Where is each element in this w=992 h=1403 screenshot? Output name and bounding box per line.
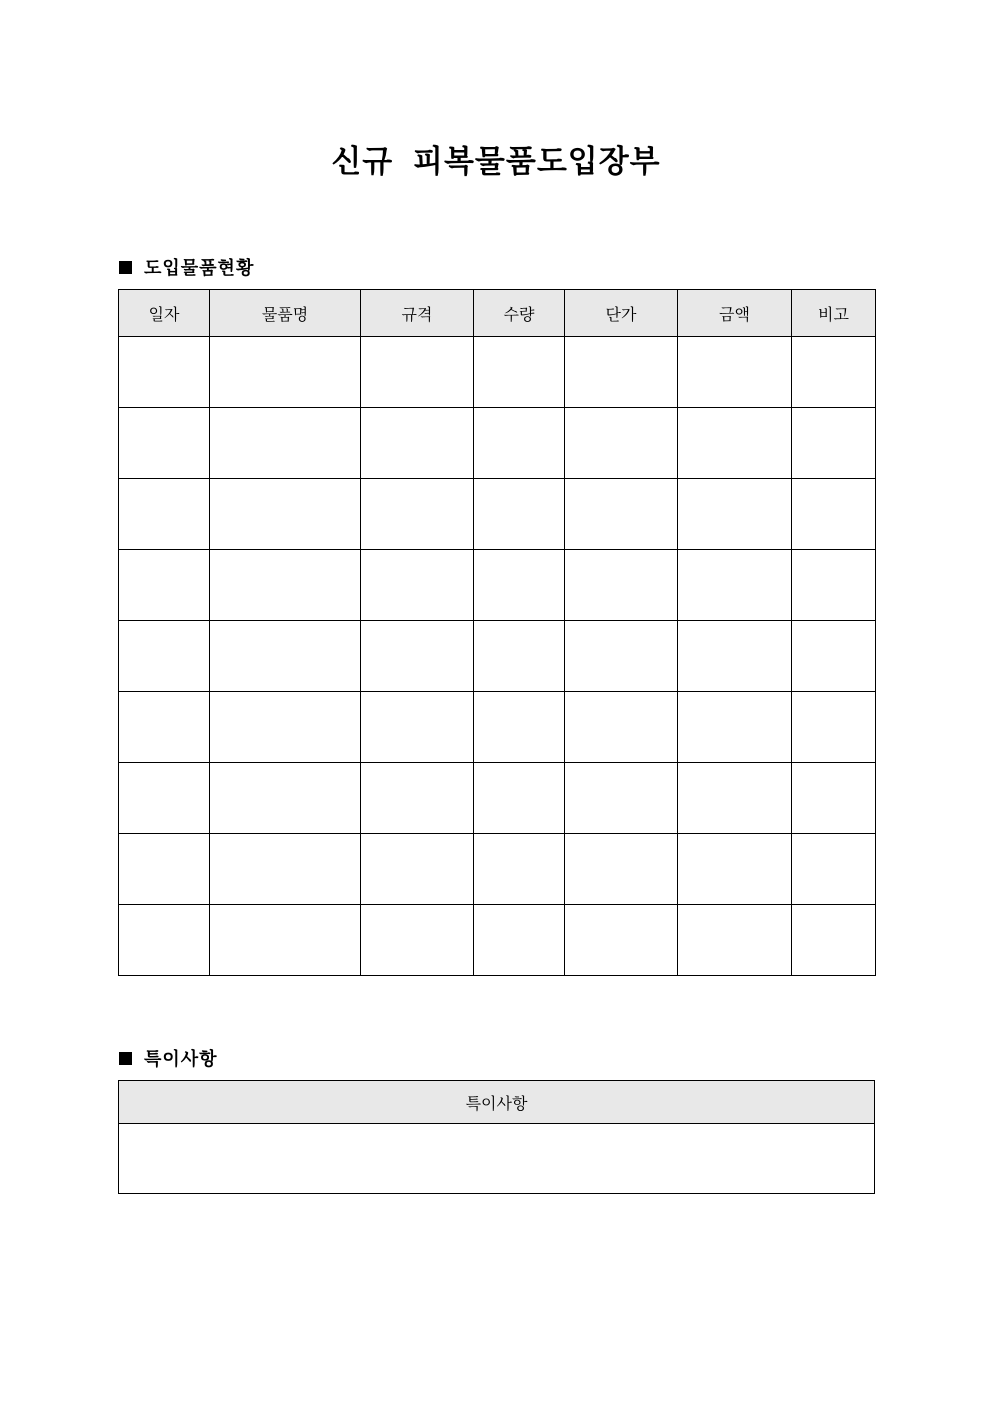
table-cell-spec[interactable] — [361, 479, 474, 550]
table-cell-item-name[interactable] — [210, 692, 361, 763]
inventory-table — [118, 289, 876, 976]
table-cell-remarks[interactable] — [792, 621, 876, 692]
table-cell-quantity[interactable] — [474, 763, 565, 834]
square-bullet-icon — [119, 261, 132, 274]
table-cell-date[interactable] — [119, 621, 210, 692]
table-cell-quantity[interactable] — [474, 905, 565, 976]
table-cell-unit-price[interactable] — [565, 479, 678, 550]
table-cell-unit-price[interactable] — [565, 834, 678, 905]
table-cell-spec[interactable] — [361, 692, 474, 763]
column-header-date: 일자 — [119, 290, 210, 337]
table-cell-amount[interactable] — [678, 834, 792, 905]
table-cell-unit-price[interactable] — [565, 621, 678, 692]
table-cell-remarks[interactable] — [792, 834, 876, 905]
table-cell-amount[interactable] — [678, 479, 792, 550]
table-cell-amount[interactable] — [678, 763, 792, 834]
table-cell-item-name[interactable] — [210, 621, 361, 692]
table-cell-unit-price[interactable] — [565, 692, 678, 763]
table-cell-date[interactable] — [119, 550, 210, 621]
table-cell-item-name[interactable] — [210, 905, 361, 976]
table-cell-unit-price[interactable] — [565, 905, 678, 976]
column-header-remarks: 비고 — [792, 290, 876, 337]
table-cell-amount[interactable] — [678, 408, 792, 479]
table-cell-amount[interactable] — [678, 550, 792, 621]
table-row — [119, 550, 876, 621]
table-cell-remarks[interactable] — [792, 763, 876, 834]
square-bullet-icon — [119, 1052, 132, 1065]
table-cell-quantity[interactable] — [474, 408, 565, 479]
table-cell-spec[interactable] — [361, 550, 474, 621]
table-cell-quantity[interactable] — [474, 621, 565, 692]
table-cell-date[interactable] — [119, 905, 210, 976]
section-heading-inventory — [119, 254, 254, 280]
table-cell-item-name[interactable] — [210, 834, 361, 905]
table-cell-unit-price[interactable] — [565, 408, 678, 479]
column-header-quantity: 수량 — [474, 290, 565, 337]
table-row — [119, 834, 876, 905]
table-cell-remarks[interactable] — [792, 692, 876, 763]
section-heading-label: 특이사항 — [144, 1049, 218, 1070]
column-header-spec: 규격 — [361, 290, 474, 337]
column-header-item-name: 물품명 — [210, 290, 361, 337]
table-row — [119, 1124, 875, 1194]
table-row — [119, 763, 876, 834]
table-cell-spec[interactable] — [361, 621, 474, 692]
table-cell-spec[interactable] — [361, 337, 474, 408]
table-cell-amount[interactable] — [678, 621, 792, 692]
table-header-row — [119, 290, 876, 337]
table-cell-item-name[interactable] — [210, 763, 361, 834]
notes-table — [118, 1080, 875, 1194]
table-cell-amount[interactable] — [678, 905, 792, 976]
table-cell-quantity[interactable] — [474, 479, 565, 550]
table-cell-quantity[interactable] — [474, 337, 565, 408]
table-cell-quantity[interactable] — [474, 834, 565, 905]
table-cell-date[interactable] — [119, 337, 210, 408]
section-heading-label: 도입물품현황 — [144, 258, 255, 279]
table-cell-quantity[interactable] — [474, 692, 565, 763]
table-row — [119, 621, 876, 692]
column-header-notes: 특이사항 — [119, 1081, 875, 1124]
table-cell-date[interactable] — [119, 692, 210, 763]
table-cell-remarks[interactable] — [792, 408, 876, 479]
table-cell-remarks[interactable] — [792, 337, 876, 408]
table-cell-amount[interactable] — [678, 692, 792, 763]
table-cell-item-name[interactable] — [210, 479, 361, 550]
table-cell-spec[interactable] — [361, 763, 474, 834]
table-row — [119, 337, 876, 408]
table-cell-date[interactable] — [119, 408, 210, 479]
table-cell-date[interactable] — [119, 479, 210, 550]
table-cell-item-name[interactable] — [210, 408, 361, 479]
table-row — [119, 408, 876, 479]
table-cell-unit-price[interactable] — [565, 550, 678, 621]
table-row — [119, 905, 876, 976]
table-cell-quantity[interactable] — [474, 550, 565, 621]
table-cell-spec[interactable] — [361, 408, 474, 479]
table-cell-remarks[interactable] — [792, 550, 876, 621]
table-cell-item-name[interactable] — [210, 337, 361, 408]
table-cell-spec[interactable] — [361, 834, 474, 905]
table-cell-remarks[interactable] — [792, 479, 876, 550]
table-row — [119, 479, 876, 550]
column-header-unit-price: 단가 — [565, 290, 678, 337]
table-cell-remarks[interactable] — [792, 905, 876, 976]
notes-cell[interactable] — [119, 1124, 875, 1194]
section-heading-notes — [119, 1045, 218, 1071]
table-cell-amount[interactable] — [678, 337, 792, 408]
table-cell-date[interactable] — [119, 834, 210, 905]
table-cell-date[interactable] — [119, 763, 210, 834]
page-title: 신규 피복물품도입장부 — [331, 144, 661, 180]
table-cell-unit-price[interactable] — [565, 337, 678, 408]
table-cell-item-name[interactable] — [210, 550, 361, 621]
table-cell-spec[interactable] — [361, 905, 474, 976]
table-header-row — [119, 1081, 875, 1124]
table-row — [119, 692, 876, 763]
column-header-amount: 금액 — [678, 290, 792, 337]
table-cell-unit-price[interactable] — [565, 763, 678, 834]
